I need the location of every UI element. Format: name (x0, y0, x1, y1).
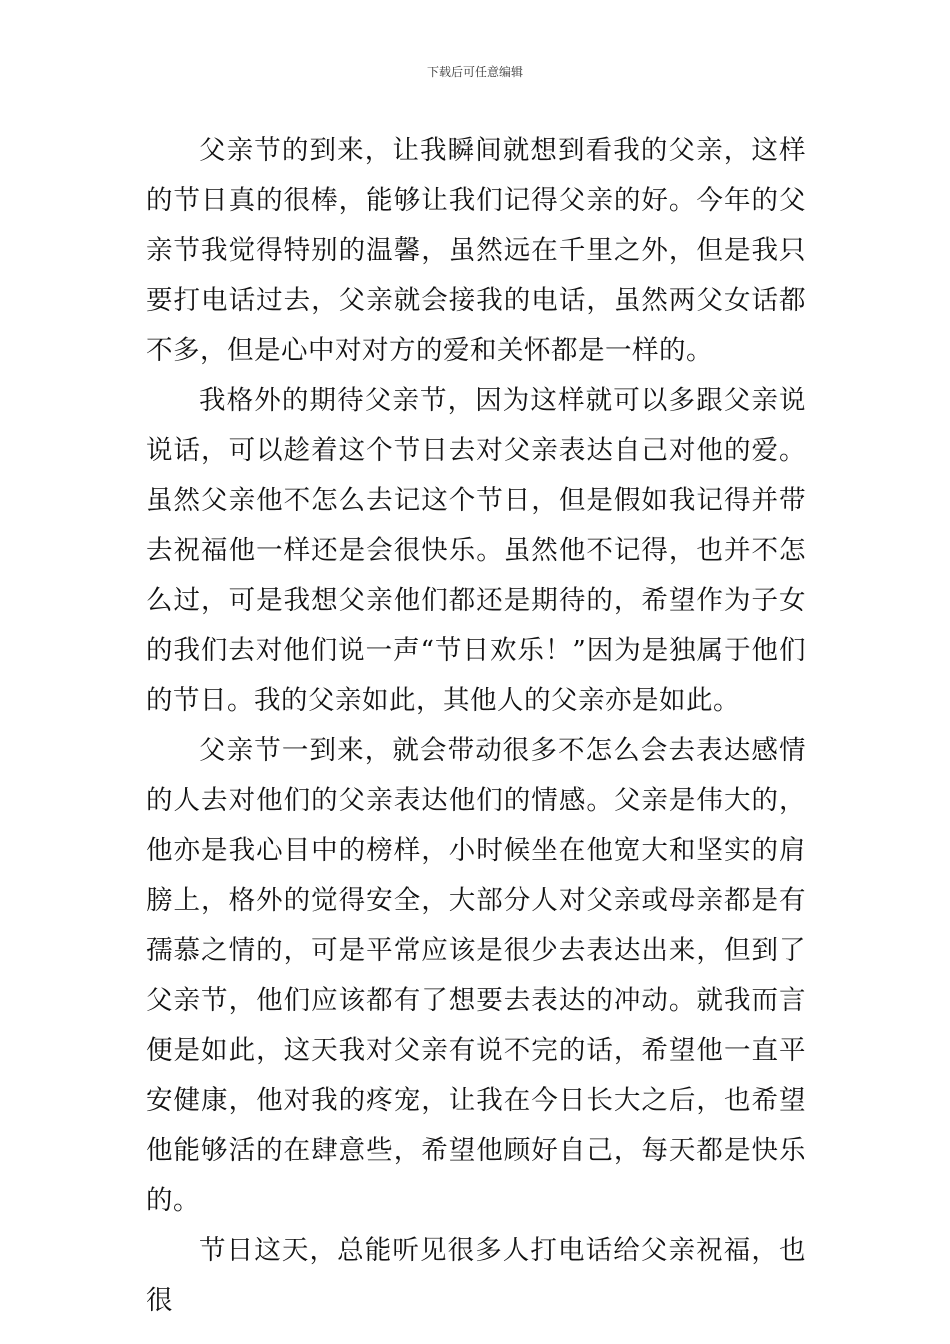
header-note: 下载后可任意编辑 (426, 65, 523, 79)
paragraph-3: 父亲节一到来，就会带动很多不怎么会去表达感情的人去对他们的父亲表达他们的情感。父亲是伟大的，他亦是我心目中的榜样，小时候坐在他宽大和坚实的肩膀上，格外的觉得安全，大部分人对父亲或母亲都是有孺慕之情的，可是平常应该是很少去表达出来，但到了父亲节，他们应该都有了想要去表达的冲动。就我而言便是如此，这天我对父亲有说不完的话，希望他一直平安健康，他对我的疼宠，让我在今日长大之后，也希望他能够活的在肆意些，希望他顾好自己，每天都是快乐的。 (146, 735, 806, 1216)
document-body (146, 126, 806, 1326)
paragraph-4: 节日这天，总能听见很多人打电话给父亲祝福，也很 (146, 1235, 806, 1316)
paragraph-2: 我格外的期待父亲节，因为这样就可以多跟父亲说说话，可以趁着这个节日去对父亲表达自己对他的爱。虽然父亲他不怎么去记这个节日，但是假如我记得并带去祝福他一样还是会很快乐。虽然他不记得，也并不怎么过，可是我想父亲他们都还是期待的，希望作为子女的我们去对他们说一声“节日欢乐！”因为是独属于他们的节日。我的父亲如此，其他人的父亲亦是如此。 (146, 385, 806, 716)
paragraph-1: 父亲节的到来，让我瞬间就想到看我的父亲，这样的节日真的很棒，能够让我们记得父亲的好。今年的父亲节我觉得特别的温馨，虽然远在千里之外，但是我只要打电话过去，父亲就会接我的电话，虽然两父女话都不多，但是心中对对方的爱和关怀都是一样的。 (146, 135, 806, 366)
